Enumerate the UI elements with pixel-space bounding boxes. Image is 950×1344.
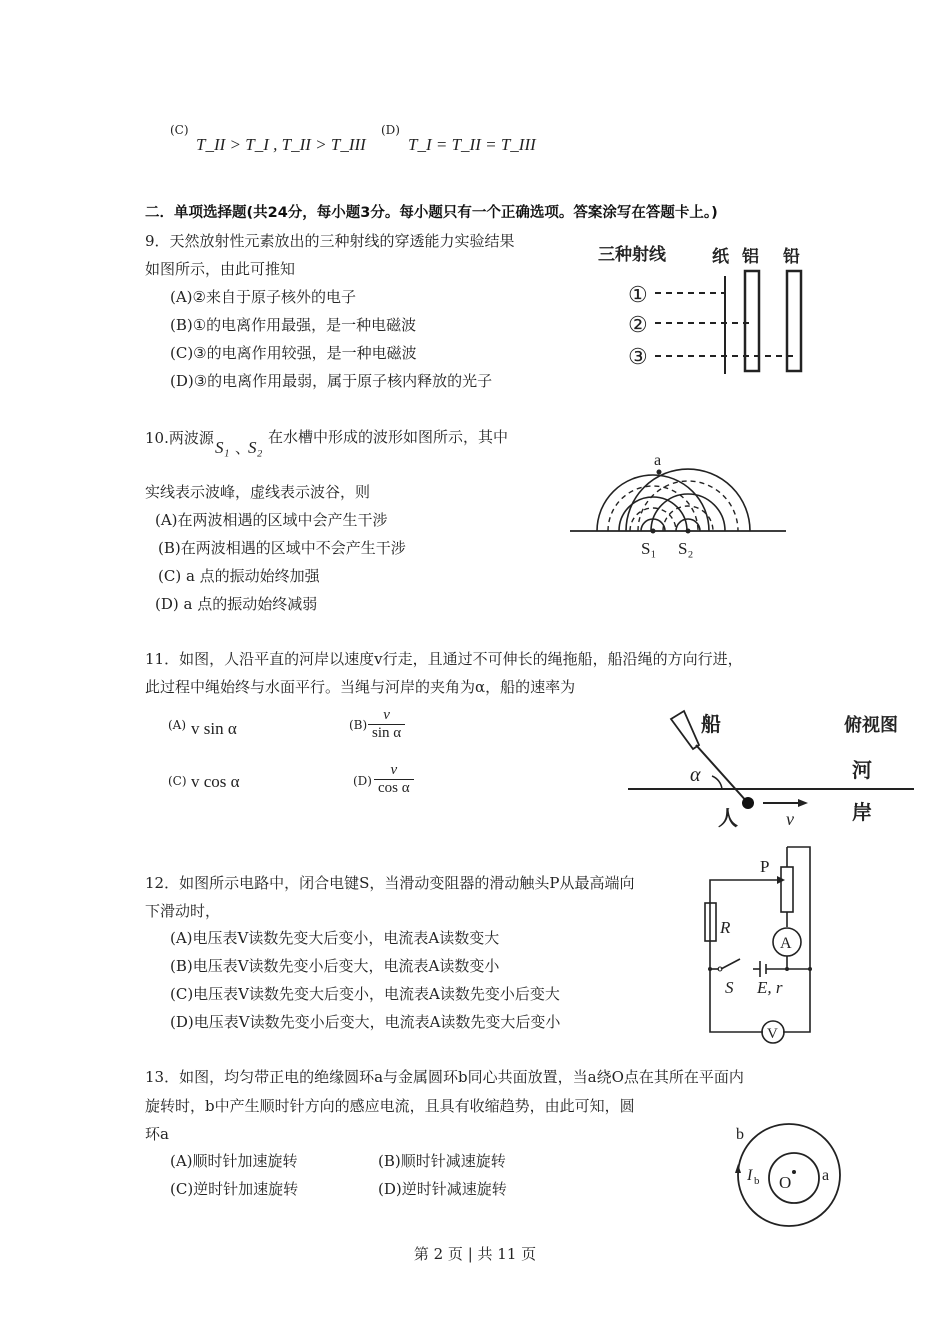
q9-option-c: (C)③的电离作用较强，是一种电磁波 <box>170 344 417 362</box>
voltmeter-label: V <box>767 1026 778 1042</box>
q12-line1: 12．如图所示电路中，闭合电键S，当滑动变阻器的滑动触头P从最高端向 <box>145 874 635 892</box>
numerator: v <box>368 707 405 725</box>
q10-line1-prefix: 10.两波源 <box>145 429 214 447</box>
bank-label: 岸 <box>852 802 872 824</box>
ring-a-label: a <box>822 1167 830 1184</box>
label-paper: 纸 <box>712 247 729 266</box>
ammeter-label: A <box>780 935 792 952</box>
boat-shape <box>671 711 699 749</box>
q10-option-a: (A)在两波相遇的区域中会产生干涉 <box>155 511 388 529</box>
page-footer: 第 2 页 | 共 11 页 <box>413 1245 537 1263</box>
q10-option-b: (B)在两波相遇的区域中不会产生干涉 <box>158 539 406 557</box>
q11-option-b-label: (B) <box>349 718 368 732</box>
denominator: sin α <box>372 725 402 741</box>
s2-label: S₂ <box>678 539 694 558</box>
ray-3-label: ③ <box>628 344 648 369</box>
q9-option-d: (D)③的电离作用最弱，属于原子核内释放的光子 <box>170 372 493 390</box>
q13-line2: 旋转时，b中产生顺时针方向的感应电流，且具有收缩趋势，由此可知，圆 <box>145 1097 635 1115</box>
option-d-label: (D) <box>381 123 400 137</box>
point-a-label: a <box>654 452 662 469</box>
q11-option-d-fraction <box>374 762 414 797</box>
boat-label: 船 <box>701 714 721 736</box>
figure-title: 三种射线 <box>598 245 666 264</box>
q11-option-a-label: (A) <box>168 718 187 732</box>
person-label: 人 <box>718 808 738 830</box>
q10-s1: S₁ <box>215 438 230 457</box>
q11-option-b-fraction <box>368 707 405 742</box>
q12-line2: 下滑动时， <box>145 902 221 920</box>
denominator: cos α <box>378 780 410 796</box>
option-d-formula: T_I = T_II = T_III <box>408 135 536 154</box>
q9-line2: 如图所示，由此可推知 <box>145 260 296 278</box>
q12-option-c: (C)电压表V读数先变大后变小，电流表A读数先变小后变大 <box>170 985 560 1003</box>
ray-1-label: ① <box>628 282 648 307</box>
q13-line3: 环a <box>145 1125 169 1143</box>
q13-option-d: (D)逆时针减速旋转 <box>378 1180 507 1198</box>
q12-option-d: (D)电压表V读数先变小后变大，电流表A读数先变大后变小 <box>170 1013 561 1031</box>
velocity-label: v <box>786 809 794 829</box>
q12-circuit-figure <box>705 845 817 1045</box>
slider-p-label: P <box>760 857 770 876</box>
q10-line2: 实线表示波峰，虚线表示波谷，则 <box>145 483 371 501</box>
q11-boat-figure <box>626 705 918 830</box>
river-label: 河 <box>852 760 872 782</box>
q13-option-c: (C)逆时针加速旋转 <box>170 1180 299 1198</box>
label-lead: 铅 <box>783 247 800 266</box>
q9-line1: 9．天然放射性元素放出的三种射线的穿透能力实验结果 <box>145 232 515 250</box>
q10-s2: S₂ <box>248 438 263 457</box>
q11-option-c-expr: v cos α <box>191 772 240 791</box>
q11-option-d-label: (D) <box>353 774 372 788</box>
q11-option-c-label: (C) <box>168 774 187 788</box>
ray-2-label: ② <box>628 312 648 337</box>
q10-option-c: (C) a 点的振动始终加强 <box>158 567 320 585</box>
view-label: 俯视图 <box>844 715 898 735</box>
q10-option-d: (D) a 点的振动始终减弱 <box>155 595 318 613</box>
q10-line1-suffix: 在水槽中形成的波形如图所示，其中 <box>268 428 509 446</box>
q13-option-a: (A)顺时针加速旋转 <box>170 1152 298 1170</box>
ring-b-label: b <box>736 1126 744 1143</box>
resistor-r-label: R <box>720 918 731 937</box>
q13-option-b: (B)顺时针减速旋转 <box>378 1152 506 1170</box>
q13-line1: 13．如图，均匀带正电的绝缘圆环a与金属圆环b同心共面放置，当a绕O点在其所在平面内 <box>145 1068 744 1086</box>
switch-s-label: S <box>725 978 734 997</box>
current-subscript: b <box>754 1175 760 1187</box>
q11-option-a-expr: v sin α <box>191 719 237 738</box>
center-o-label: O <box>779 1173 792 1192</box>
numerator: v <box>374 762 414 780</box>
option-c-label: (C) <box>170 123 189 137</box>
q10-wave-figure <box>568 450 793 565</box>
q12-option-b: (B)电压表V读数先变小后变大，电流表A读数变小 <box>170 957 500 975</box>
q12-option-a: (A)电压表V读数先变大后变小，电流表A读数变大 <box>170 929 500 947</box>
q9-option-b: (B)①的电离作用最强，是一种电磁波 <box>170 316 417 334</box>
section-heading: 二．单项选择题(共24分，每小题3分。每小题只有一个正确选项。答案涂写在答题卡上。) <box>145 205 718 221</box>
current-label: I <box>747 1167 753 1184</box>
label-aluminum: 铝 <box>742 247 759 266</box>
q9-radiation-figure <box>595 238 815 378</box>
s1-label: S₁ <box>641 539 657 558</box>
angle-label: α <box>690 764 701 786</box>
q9-option-a: (A)②来自于原子核外的电子 <box>170 288 356 306</box>
q10-sep: 、 <box>235 439 251 457</box>
option-c-formula: T_II > T_I , T_II > T_III <box>196 135 366 154</box>
q13-rings-figure <box>730 1120 840 1230</box>
q11-line2: 此过程中绳始终与水面平行。当绳与河岸的夹角为α，船的速率为 <box>145 678 576 696</box>
source-label: E, r <box>757 978 783 997</box>
ring-a <box>769 1153 819 1203</box>
q11-line1: 11．如图，人沿平直的河岸以速度v行走，且通过不可伸长的绳拖船，船沿绳的方向行进， <box>145 650 743 668</box>
